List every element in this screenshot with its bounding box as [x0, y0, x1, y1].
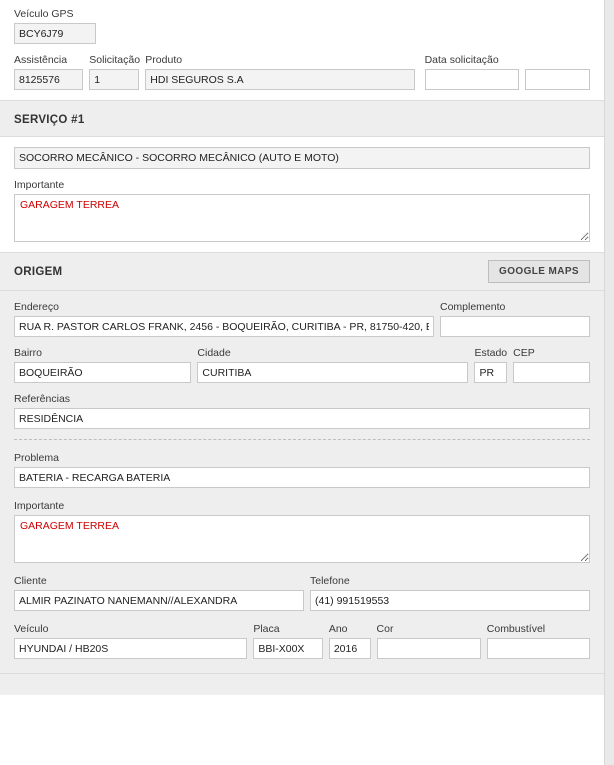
produto-field — [145, 54, 414, 90]
telefone-field — [310, 575, 590, 611]
problema-label: Problema — [14, 452, 59, 464]
veiculo-field — [14, 623, 247, 659]
ano-input[interactable] — [329, 638, 371, 659]
assistencia-row — [14, 54, 590, 90]
cep-label: CEP — [513, 347, 535, 359]
cidade-field — [197, 347, 468, 383]
estado-input[interactable] — [474, 362, 507, 383]
referencias-input[interactable] — [14, 408, 590, 429]
endereco-field — [14, 301, 434, 337]
servico-importante-textarea[interactable] — [14, 194, 590, 242]
bairro-label: Bairro — [14, 347, 43, 359]
solicitacao-field — [89, 54, 139, 90]
servico-section-header — [0, 100, 604, 137]
cidade-input[interactable] — [197, 362, 468, 383]
google-maps-button[interactable]: GOOGLE MAPS — [488, 260, 590, 283]
servico-importante-label: Importante — [14, 179, 65, 191]
veiculo-input[interactable] — [14, 638, 247, 659]
servico-input[interactable] — [14, 147, 590, 169]
servico-field — [14, 147, 590, 169]
cliente-row — [14, 575, 590, 611]
cliente-field — [14, 575, 304, 611]
hora-solicitacao-label — [525, 54, 590, 67]
combustivel-input[interactable] — [487, 638, 590, 659]
veiculo-gps-input[interactable] — [14, 23, 96, 44]
bairro-input[interactable] — [14, 362, 191, 383]
assistencia-input[interactable] — [14, 69, 83, 90]
servico-block — [0, 137, 604, 252]
problema-importante-textarea[interactable] — [14, 515, 590, 563]
cep-field — [513, 347, 590, 383]
ano-field — [329, 623, 371, 659]
combustivel-field — [487, 623, 590, 659]
bottom-strip — [0, 673, 604, 695]
solicitacao-input[interactable] — [89, 69, 139, 90]
veiculo-row — [14, 623, 590, 659]
placa-field — [253, 623, 323, 659]
cor-field — [377, 623, 481, 659]
solicitacao-label: Solicitação — [89, 54, 141, 66]
placa-input[interactable] — [253, 638, 323, 659]
data-solicitacao-label: Data solicitação — [424, 54, 499, 66]
complemento-field — [440, 301, 590, 337]
servico-importante-field — [14, 179, 590, 242]
endereco-row — [14, 301, 590, 337]
divider-origem-problema — [14, 439, 590, 440]
assistencia-field — [14, 54, 83, 90]
origem-section-header — [0, 252, 604, 291]
assistencia-label: Assistência — [14, 54, 68, 66]
servico-section-title: SERVIÇO #1 — [14, 114, 85, 126]
veiculo-gps-field — [14, 8, 96, 44]
complemento-label: Complemento — [440, 301, 506, 313]
produto-label: Produto — [145, 54, 183, 66]
cidade-label: Cidade — [197, 347, 231, 359]
page-right-edge — [604, 0, 614, 765]
cor-input[interactable] — [377, 638, 481, 659]
veiculo-label: Veículo — [14, 623, 49, 635]
combustivel-label: Combustível — [486, 623, 546, 635]
hora-solicitacao-input[interactable] — [525, 69, 590, 90]
bairro-cidade-row — [14, 347, 590, 383]
origem-block — [0, 291, 604, 673]
complemento-input[interactable] — [440, 316, 590, 337]
placa-label: Placa — [253, 623, 280, 635]
referencias-field — [14, 393, 590, 429]
problema-field — [14, 452, 590, 488]
hora-solicitacao-field — [525, 54, 590, 90]
problema-importante-label: Importante — [14, 500, 65, 512]
produto-input[interactable] — [145, 69, 414, 90]
data-solicitacao-field — [425, 54, 519, 90]
telefone-label: Telefone — [310, 575, 350, 587]
header-fields-block — [0, 0, 604, 100]
bairro-field — [14, 347, 191, 383]
endereco-input[interactable] — [14, 316, 434, 337]
cliente-label: Cliente — [14, 575, 47, 587]
problema-input[interactable] — [14, 467, 590, 488]
estado-field — [474, 347, 507, 383]
estado-label: Estado — [474, 347, 508, 359]
cep-input[interactable] — [513, 362, 590, 383]
veiculo-gps-label: Veículo GPS — [14, 8, 74, 20]
ano-label: Ano — [328, 623, 348, 635]
referencias-label: Referências — [14, 393, 71, 405]
data-solicitacao-input[interactable] — [425, 69, 519, 90]
cor-label: Cor — [376, 623, 394, 635]
endereco-label: Endereço — [14, 301, 59, 313]
origem-section-title: ORIGEM — [14, 265, 63, 278]
cliente-input[interactable] — [14, 590, 304, 611]
telefone-input[interactable] — [310, 590, 590, 611]
problema-importante-field — [14, 500, 590, 563]
